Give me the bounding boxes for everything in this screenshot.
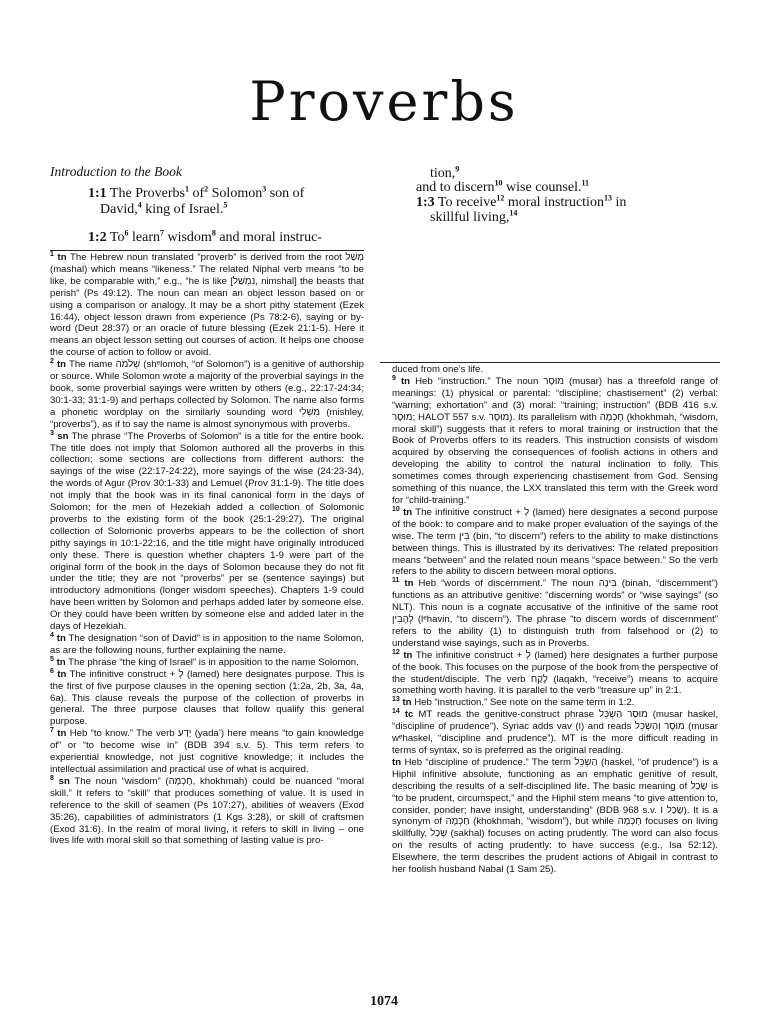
footnote: $^1$ tn The Hebrew noun translated “proverb” is derived from the root מָשַׁל (mashal) which means “likeness.” The related Niphal verb means “to be like, be comparable with,” e.g., “he is like [נִמְשַׁל, nimshal] the beasts that perish” (Ps 49:12). The noun can mean an object lesson based on or using a comparison or analogy. It may be a short pithy statement (Ezek 16:44), object lesson drawn from experience (Ps 78:2-6), saying or by-word (Deut 28:37) or an oracle of future blessing (Ezek 21:1-5). Here it means an object lesson setting out courses of action. It helps one choose the course of action to follow or avoid. [50,250,365,359]
footnote: $^{10}$ tn The infinitive construct + לְ (lamed) here designates a second purpose of the book: to compare and to make proper evaluation of the sayings of the wise. The term בִּין (bin, “to discern”) refers to the ability to make distinctions between things. This is illustrated by its derivatives: The related preposition means “between” and the related noun means “space between.” So the verb refers to the ability to discern between moral options. [392,505,719,578]
verse-2-line-1: 1:2 To$^6$ learn$^7$ wisdom$^8$ and moral instruc- [88,228,322,245]
verse-2-line-2: tion,$^9$ [430,164,460,181]
footnote: $^2$ tn The name שְׁלֹמֹה (shᵉlomoh, “of Solomon”) is a genitive of authorship or source. While Solomon wrote a majority of the proverbial sayings in the book, some proverbial sayings were written by others (e.g., 22:17-24:34; 30:1-33; 31:1-9) and perhaps collected by Solomon. The name also forms a phonetic wordplay on the similarly sounding word מִשְׁלֵי (mishley, “proverbs”), as if to say the name is almost synonymous with proverbs. [50,357,364,430]
book-title: Proverbs [249,70,519,133]
footnote: tn Heb “discipline of prudence.” The term הַשְׂכֵּל (haskel, “of prudence”) is a Hiphil infinitive absolute, functioning as an emphatic genitive of result, describing the results of a self-disciplined life. The basic meaning of שָׂכַל is “to be prudent, circumspect,” and the Hiphil stem means “to give attention to, consider, ponder; have insight, understanding” (BDB 968 s.v. I שָׂכַל). It is a synonym of חָכְמָה (khokhmah, “wisdom”), but while חָכְמָה focuses on living skillfully, שָׂכַל (sakhal) focuses on acting prudently. The word can also focus on the results of acting prudently: to have success (e.g., Isa 52:12). Elsewhere, the term describes the prudent actions of Abigail in contrast to her foolish husband Nabal (1 Sam 25). [392,756,719,876]
footnote: $^{14}$ tc MT reads the genitive-construct phrase מוּסַר הַשְׂכֵּל (musar haskel, “discipline of prudence”). Syriac adds vav (ו) and reads מוּסָר וְהַשְׂכֵּל (musar wᵉhaskel, “discipline and prudence”). MT is the more difficult reading in terms of syntax, so is preferred as the original reading. [392,708,718,756]
footnote: $^{12}$ tn The infinitive construct + לְ (lamed) here designates a further purpose of the book. This focuses on the purpose of the book from the perspective of the student/disciple. The verb לָקַח (laqakh, “receive”) means to acquire something worth having. It is parallel to the verb “treasure up” in 2:1. [392,648,718,697]
footnote-divider-right [380,362,720,363]
verse-ref: 1:1 [88,186,107,201]
footnote-continuation: duced from one’s life. [392,364,484,375]
footnote: $^9$ tn Heb “instruction.” The noun מוּסָר (musar) has a threefold range of meanings: (1) physical or parental: “discipline; chastisement” (2) verbal: “warning; exhortation” and (3) moral: “training; instruction” (BDB 416 s.v. מוּסָר; HALOT 557 s.v. מוּסָר). Its parallelism with חָכְמָה (khokhmah, “wisdom, moral skill”) suggests that it refers to moral training or instruction that the Book of Proverbs offers to its readers. This instruction consists of wisdom acquired by observing the consequences of foolish actions in others and developing the ability to control the natural inclination to folly. This sometimes comes through experiencing chastisement from God. Sensing something of this nuance, the LXX translated this term with the Greek word for “child-training.” [392,374,719,506]
footnote: $^8$ sn The noun “wisdom” (חָכְמָה, khokhmah) could be nuanced “moral skill.” It refers to “skill” that produces something of value. It is used in reference to the skill of seamen (Ps 107:27), abilities of weavers (Exod 35:26), capabilities of administrators (1 Kgs 3:28), or skill of craftsmen (Exod 31:6). In the realm of moral living, it refers to skill in living – one lives life with moral skill so that something of lasting value is pro- [50,774,364,847]
footnote: $^{13}$ tn Heb “instruction.” See note on the same term in 1:2. [392,696,635,709]
page-number: 1074 [370,994,398,1009]
verse-3-line-2: skillful living,$^{14}$ [430,208,518,225]
intro-heading: Introduction to the Book [50,164,182,179]
verse-3-line-1: 1:3 To receive$^{12}$ moral instruction$^{13}$ in [416,193,627,210]
footnote: $^{11}$ tn Heb “words of discernment.” The noun בִּינָה (binah, “discernment”) functions as an attributive genitive: “discerning words” or “wise sayings” (so NLT). This noun is a cognate accusative of the infinitive of the same root לְהָבִין (lᵉhavin, “to discern”). The phrase “to discern words of discernment” refers to the ability (1) to distinguish truth from falsehood or (2) to understand wise sayings, such as in Proverbs. [392,577,718,649]
verse-1-line-1: 1:1 The Proverbs$^1$ $of^2$ Solomon$^3$ son of [88,184,305,201]
footnotes-left-column [50,252,364,847]
footnote: $^4$ tn The designation “son of David” is in apposition to the name Solomon, as are the following nouns, further explaining the name. [50,631,365,656]
footnote: $^7$ tn Heb “to know.” The verb יָדַע (yada’) here means “to gain knowledge of” or “to become wise in” (BDB 394 s.v. 5). This term refers to experiential knowledge, not just cognitive knowledge; it includes the intellectual assimilation and practical use of what is acquired. [50,727,365,775]
footnotes-right-column [392,364,718,876]
footnote: $^3$ sn The phrase “The Proverbs of Solomon” is a title for the entire book. The title does not imply that Solomon authored all the proverbs in this collection; some sections are collections from different authors: the sayings of the wise (22:17-24:22), more sayings of the wise (24:23-34), the words of Agur (Prov 30:1-33) and Lemuel (Prov 31:1-9). The title does not imply that the book was in its final canonical form in the days of Solomon; for the men of Hezekiah added a collection of Solomonic proverbs to the existing form of the book (25:1-29:27). The original collection of Solomonic proverbs appears to be the collection of short pithy sayings in 10:1-22:16, and the title might have originally introduced only these. There is question whether chapters 1-9 were part of the original form of the book in the days of Solomon because they do not fit under the title; they are not “proverbs” per se (sentence sayings) but introductory admonitions (longer wisdom speeches). Chapters 1-9 could have been written by Solomon and perhaps added later by someone else. Or they could have been written by someone else and added later in the days of Hezekiah. [50,429,364,633]
footnote: $^5$ tn The phrase “the king of Israel” is in apposition to the name Solomon. [50,655,359,668]
verse-2-line-3: and to discern$^{10}$ wise counsel.$^{11}$ [416,178,590,195]
footnote: $^6$ tn The infinitive construct + לְ (lamed) here designates purpose. This is the first of five purpose clauses in the opening section (1:2a, 2b, 3a, 4a, 6a). This clause reveals the purpose of the collection of proverbs in general. The three purpose clauses that follow qualify this general purpose. [50,667,364,728]
footnote-divider-left [50,250,364,251]
verse-1-line-2: David,$^4$ king of Israel.$^5$ [100,200,228,217]
